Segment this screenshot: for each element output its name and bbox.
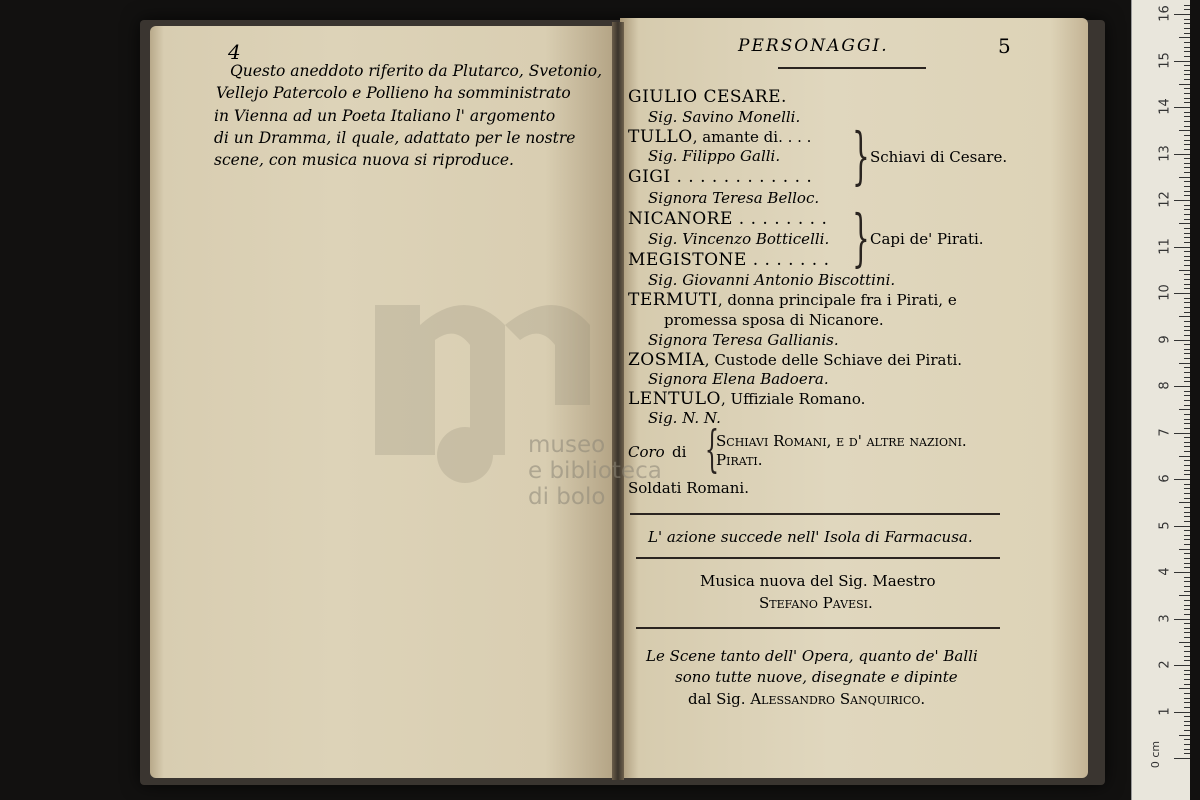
ruler-tick [1184,577,1190,578]
ruler-tick [1174,712,1190,713]
scenes-line-1: Le Scene tanto dell' Opera, quanto de' Balli [646,647,978,665]
cast-soldati: Soldati Romani. [628,479,749,497]
ruler-tick [1184,600,1190,601]
ruler-tick [1184,344,1190,345]
ruler-tick [1184,507,1190,508]
ruler-tick [1179,177,1190,178]
ruler-tick [1184,205,1190,206]
ruler-tick [1184,605,1190,606]
ruler-tick [1184,530,1190,531]
ruler-tick [1184,591,1190,592]
coro-di: di [672,443,687,461]
rule-1 [630,513,1000,515]
ruler-number: 2 [1157,660,1173,669]
music-line: Musica nuova del Sig. Maestro [700,572,936,590]
ruler-tick [1179,130,1190,131]
cast-giulio: GIULIO CESARE. [628,87,787,107]
cast-megistone: MEGISTONE . . . . . . . [628,250,830,270]
cast-termuti-desc: , donna principale fra i Pirati, e [717,291,957,309]
measurement-ruler [1131,0,1190,800]
coro-label: Coro [628,443,665,461]
ruler-tick [1184,251,1190,252]
cast-termuti: TERMUTI [628,290,718,310]
left-line-5: scene, con musica nuova si riproduce. [214,151,514,169]
ruler-tick [1184,614,1190,615]
ruler-tick [1184,739,1190,740]
cast-tullo-line [628,127,811,147]
ruler-tick [1184,312,1190,313]
cast-zosmia-line [628,350,962,370]
ruler-number: 14 [1157,98,1173,115]
ruler-tick [1184,144,1190,145]
ruler-tick [1179,456,1190,457]
ruler-tick [1184,721,1190,722]
ruler-tick [1184,460,1190,461]
ruler-tick [1184,265,1190,266]
rule-3 [636,627,1000,629]
cast-giulio-singer: Sig. Savino Monelli. [648,108,801,126]
watermark-text-2: e biblioteca [528,458,662,484]
ruler-tick [1184,56,1190,57]
ruler-tick [1184,191,1190,192]
scenes-prefix: dal Sig. [688,690,746,708]
ruler-tick [1184,367,1190,368]
cast-tullo-singer: Sig. Filippo Galli. [648,147,781,165]
left-line-2: Vellejo Patercolo e Pollieno ha somministrato [216,84,571,102]
cast-lentulo: LENTULO [628,389,721,409]
ruler-tick [1184,395,1190,396]
ruler-number: 6 [1157,474,1173,483]
cast-gigi: GIGI . . . . . . . . . . . . [628,167,813,187]
ruler-tick [1184,488,1190,489]
brace-schiavi: } [852,119,870,192]
ruler-number: 16 [1157,5,1173,22]
ruler-tick [1184,330,1190,331]
ruler-tick [1174,386,1190,387]
ruler-tick [1174,61,1190,62]
ruler-tick [1179,549,1190,550]
group-pirati: Capi de' Pirati. [870,230,984,248]
ruler-tick [1184,79,1190,80]
ruler-tick [1184,405,1190,406]
ruler-tick [1184,451,1190,452]
ruler-tick [1184,195,1190,196]
ruler-number: 4 [1157,567,1173,576]
watermark-text-1: museo [528,432,606,458]
ruler-number: 9 [1157,334,1173,344]
ruler-unit: 0 cm [1149,740,1163,769]
ruler-tick [1174,200,1190,201]
ruler-tick [1179,642,1190,643]
ruler-tick [1184,33,1190,34]
ruler-tick [1184,209,1190,210]
ruler-tick [1184,749,1190,750]
scenes-line-3 [688,690,925,708]
ruler-tick [1179,270,1190,271]
left-line-3: in Vienna ad un Poeta Italiano l' argomento [214,107,556,125]
ruler-tick [1179,409,1190,410]
ruler-tick [1184,42,1190,43]
ruler-tick [1184,553,1190,554]
ruler-number: 8 [1157,381,1173,390]
cast-lentulo-line [628,389,865,409]
ruler-tick [1184,684,1190,685]
cast-tullo: TULLO [628,127,693,147]
ruler-tick [1184,19,1190,20]
cast-termuti-line [628,290,957,310]
ruler-tick [1184,98,1190,99]
ruler-tick [1184,163,1190,164]
book-spine [612,22,624,780]
ruler-tick [1184,446,1190,447]
cast-nicanore: NICANORE . . . . . . . . [628,209,828,229]
ruler-tick [1184,400,1190,401]
ruler-tick [1184,321,1190,322]
ruler-tick [1184,214,1190,215]
ruler-tick [1184,181,1190,182]
ruler-tick [1179,688,1190,689]
ruler-tick [1184,381,1190,382]
ruler-tick [1174,14,1190,15]
ruler-tick [1174,247,1190,248]
ruler-tick [1184,539,1190,540]
watermark-text-3: di bolo [528,484,606,510]
ruler-tick [1184,172,1190,173]
ruler-tick [1184,126,1190,127]
ruler-tick [1184,698,1190,699]
ruler-number: 3 [1157,613,1173,623]
ruler-number: 11 [1157,237,1173,255]
ruler-tick [1184,660,1190,661]
ruler-tick [1174,665,1190,666]
group-schiavi: Schiavi di Cesare. [870,148,1008,166]
ruler-number: 1 [1157,706,1173,716]
ruler-tick [1184,637,1190,638]
ruler-tick [1184,535,1190,536]
ruler-tick [1184,9,1190,10]
ruler-tick [1184,65,1190,66]
ruler-tick [1184,442,1190,443]
ruler-tick [1184,260,1190,261]
ruler-tick [1184,623,1190,624]
ruler-tick [1184,47,1190,48]
ruler-tick [1174,107,1190,108]
ruler-tick [1184,326,1190,327]
ruler-tick [1184,609,1190,610]
ruler-tick [1184,423,1190,424]
setting-line: L' azione succede nell' Isola di Farmacusa. [648,528,973,546]
ruler-tick [1184,628,1190,629]
ruler-tick [1184,279,1190,280]
ruler-tick [1184,135,1190,136]
ruler-tick [1184,516,1190,517]
left-page-number: 4 [228,40,241,64]
ruler-tick [1184,716,1190,717]
ruler-tick [1179,84,1190,85]
ruler-tick [1184,372,1190,373]
ruler-tick [1174,526,1190,527]
ruler-tick [1184,242,1190,243]
ruler-tick [1184,233,1190,234]
ruler-number: 12 [1157,191,1173,208]
ruler-tick [1184,51,1190,52]
ruler-tick [1174,340,1190,341]
ruler-tick [1174,572,1190,573]
ruler-tick [1174,479,1190,480]
ruler-tick [1184,70,1190,71]
ruler-tick [1184,335,1190,336]
ruler-tick [1184,228,1190,229]
cast-lentulo-desc: , Uffiziale Romano. [720,390,866,408]
ruler-tick [1184,121,1190,122]
ruler-tick [1179,595,1190,596]
ruler-tick [1184,256,1190,257]
cast-zosmia-singer: Signora Elena Badoera. [648,370,829,388]
page-heading: PERSONAGGI. [738,36,889,56]
scenes-designer: Alessandro Sanquirico. [750,690,926,708]
ruler-tick [1179,735,1190,736]
ruler-tick [1184,140,1190,141]
ruler-tick [1184,512,1190,513]
cast-zosmia-desc: , Custode delle Schiave dei Pirati. [704,351,963,369]
ruler-tick [1184,544,1190,545]
ruler-tick [1184,149,1190,150]
ruler-tick [1184,725,1190,726]
ruler-tick [1184,237,1190,238]
ruler-tick [1184,74,1190,75]
ruler-tick [1184,730,1190,731]
ruler-tick [1184,112,1190,113]
ruler-tick [1184,470,1190,471]
ruler-tick [1184,646,1190,647]
ruler-tick [1184,563,1190,564]
ruler-tick [1184,581,1190,582]
ruler-tick [1184,437,1190,438]
ruler-tick [1184,284,1190,285]
ruler-tick [1184,632,1190,633]
ruler-tick [1184,651,1190,652]
ruler-tick [1184,302,1190,303]
ruler-tick [1184,5,1190,6]
coro-line-1: Schiavi Romani, e d' altre nazioni. [716,432,967,450]
ruler-tick [1184,419,1190,420]
brace-coro: } [704,420,720,478]
ruler-tick [1184,567,1190,568]
ruler-tick [1184,167,1190,168]
ruler-tick [1184,93,1190,94]
ruler-tick [1179,223,1190,224]
ruler-tick [1184,586,1190,587]
ruler-tick [1184,493,1190,494]
ruler-tick [1184,753,1190,754]
ruler-tick [1179,363,1190,364]
ruler-tick [1174,154,1190,155]
ruler-tick [1184,307,1190,308]
ruler-tick [1184,298,1190,299]
ruler-tick [1174,433,1190,434]
cast-gigi-singer: Signora Teresa Belloc. [648,189,820,207]
cast-tullo-desc: , amante di. . . . [692,128,812,146]
cast-lentulo-singer: Sig. N. N. [648,409,721,427]
ruler-number: 7 [1157,427,1173,437]
ruler-tick [1184,428,1190,429]
ruler-number: 5 [1157,520,1173,530]
ruler-tick [1184,670,1190,671]
rule-2 [636,557,1000,559]
ruler-tick [1184,693,1190,694]
cast-termuti-singer: Signora Teresa Gallianis. [648,331,839,349]
ruler-number: 10 [1157,284,1173,301]
cast-zosmia: ZOSMIA [628,350,705,370]
ruler-tick [1184,744,1190,745]
ruler-tick [1184,391,1190,392]
ruler-tick [1184,465,1190,466]
ruler-tick [1184,186,1190,187]
ruler-tick [1184,558,1190,559]
cast-nicanore-singer: Sig. Vincenzo Botticelli. [648,230,830,248]
ruler-tick [1184,88,1190,89]
coro-line-2: Pirati. [716,451,763,469]
composer-name: Stefano Pavesi. [759,594,873,612]
ruler-tick [1184,274,1190,275]
ruler-tick [1179,502,1190,503]
ruler-tick [1184,498,1190,499]
cast-termuti-desc2: promessa sposa di Nicanore. [664,311,884,329]
ruler-tick [1184,656,1190,657]
ruler-tick [1184,702,1190,703]
left-line-1: Questo aneddoto riferito da Plutarco, Svetonio, [230,62,603,80]
ruler-tick [1184,23,1190,24]
ruler-tick [1184,102,1190,103]
ruler-tick [1179,37,1190,38]
ruler-tick [1184,358,1190,359]
heading-rule [778,67,926,69]
ruler-tick [1174,619,1190,620]
ruler-tick [1184,288,1190,289]
ruler-number: 13 [1157,144,1173,162]
ruler-tick [1184,474,1190,475]
cast-megistone-singer: Sig. Giovanni Antonio Biscottini. [648,271,896,289]
ruler-tick [1174,293,1190,294]
right-page-number: 5 [998,34,1011,58]
ruler-number: 15 [1157,51,1173,69]
ruler-tick [1184,674,1190,675]
ruler-tick [1184,679,1190,680]
ruler-tick [1184,707,1190,708]
ruler-tick [1184,484,1190,485]
ruler-tick [1184,219,1190,220]
ruler-tick [1184,414,1190,415]
scenes-line-2: sono tutte nuove, disegnate e dipinte [675,668,958,686]
ruler-tick [1184,116,1190,117]
ruler-tick [1184,521,1190,522]
ruler-tick [1174,758,1190,759]
ruler-tick [1184,377,1190,378]
left-line-4: di un Dramma, il quale, adattato per le nostre [214,129,576,147]
ruler-tick [1184,353,1190,354]
ruler-tick [1184,158,1190,159]
ruler-tick [1179,316,1190,317]
brace-pirati: } [852,201,870,274]
ruler-tick [1184,28,1190,29]
ruler-tick [1184,349,1190,350]
